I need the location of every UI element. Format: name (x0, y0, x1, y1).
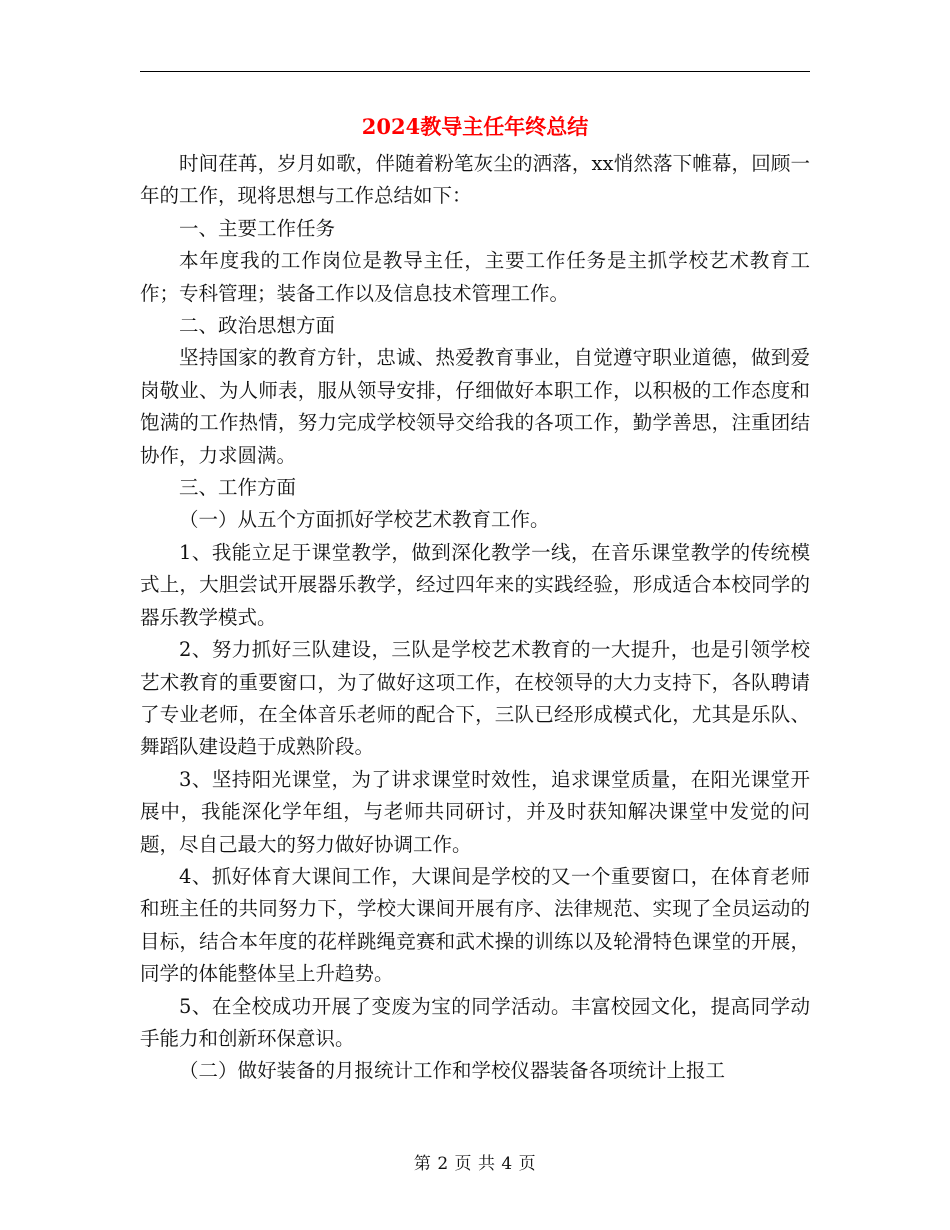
paragraph-item-1: 1、我能立足于课堂教学，做到深化教学一线，在音乐课堂教学的传统模式上，大胆尝试开展器乐教学，经过四年来的实践经验，形成适合本校同学的器乐教学模式。 (140, 540, 810, 629)
paragraph-item-3: 3、坚持阳光课堂，为了讲求课堂时效性，追求课堂质量，在阳光课堂开展中，我能深化学年组，与老师共同研讨，并及时获知解决课堂中发觉的问题，尽自己最大的努力做好协调工作。 (140, 767, 810, 856)
page-footer (0, 1152, 950, 1176)
subheading-art-education: （一）从五个方面抓好学校艺术教育工作。 (179, 508, 550, 532)
paragraph-item-4: 4、抓好体育大课间工作，大课间是学校的又一个重要窗口，在体育老师和班主任的共同努力下，学校大课间开展有序、法律规范、实现了全员运动的目标，结合本年度的花样跳绳竞赛和武术操的训练以及轮滑特色课堂的开展，同学的体能整体呈上升趋势。 (140, 864, 810, 986)
heading-political-thought: 二、政治思想方面 (179, 314, 336, 338)
page-number-label: 第 2 页 共 4 页 (413, 1154, 537, 1174)
paragraph-item-5: 5、在全校成功开展了变废为宝的同学活动。丰富校园文化，提高同学动手能力和创新环保意识。 (140, 994, 810, 1050)
paragraph-intro: 时间荏苒，岁月如歌，伴随着粉笔灰尘的洒落，xx悄然落下帷幕，回顾一年的工作，现将思想与工作总结如下： (140, 152, 810, 208)
heading-work: 三、工作方面 (179, 476, 297, 500)
subheading-equipment: （二）做好装备的月报统计工作和学校仪器装备各项统计上报工 (179, 1059, 726, 1083)
paragraph-item-2: 2、努力抓好三队建设，三队是学校艺术教育的一大提升，也是引领学校艺术教育的重要窗口，为了做好这项工作，在校领导的大力支持下，各队聘请了专业老师，在全体音乐老师的配合下，三队已经形成模式化，尤其是乐队、舞蹈队建设趋于成熟阶段。 (140, 638, 810, 759)
heading-main-tasks: 一、主要工作任务 (179, 216, 336, 240)
document-title: 2024教导主任年终总结 (361, 114, 589, 139)
document-body (140, 148, 810, 1088)
paragraph-political-thought: 坚持国家的教育方针，忠诚、热爱教育事业，自觉遵守职业道德，做到爱岗敬业、为人师表，服从领导安排，仔细做好本职工作，以积极的工作态度和饱满的工作热情，努力完成学校领导交给我的各项工作，勤学善思，注重团结协作，力求圆满。 (140, 346, 810, 467)
header-rule (140, 71, 810, 72)
paragraph-main-tasks: 本年度我的工作岗位是教导主任，主要工作任务是主抓学校艺术教育工作；专科管理；装备工作以及信息技术管理工作。 (140, 249, 810, 305)
